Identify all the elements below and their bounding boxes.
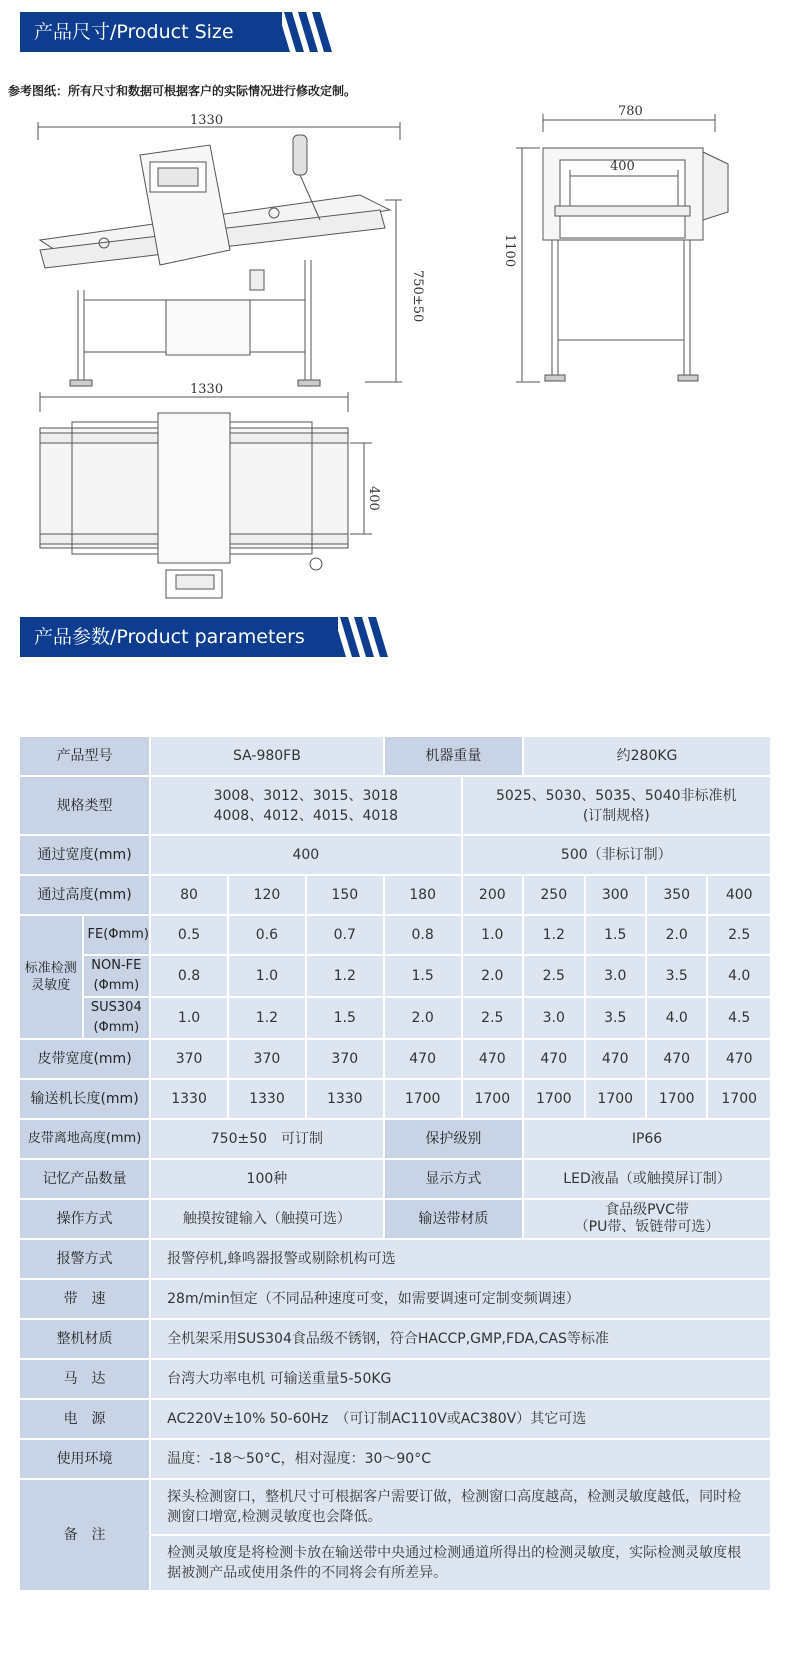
sensitivity-label: 标准检测灵敏度 [19,915,83,1039]
table-cell: 3.5 [646,955,707,997]
table-cell: 1.0 [150,997,228,1039]
remark-label: 备 注 [19,1479,150,1591]
table-row [19,875,771,915]
remark-text-1: 探头检测窗口，整机尺寸可根据客户需要订做，检测窗口高度越高，检测灵敏度越低，同时检测窗口增宽,检测灵敏度也会降低。 [150,1479,771,1535]
table-cell: 1700 [707,1079,771,1119]
belt-height-label: 皮带离地高度(mm) [19,1119,150,1159]
table-row [19,1279,771,1319]
remark-text-2: 检测灵敏度是将检测卡放在输送带中央通过检测通道所得出的检测灵敏度，实际检测灵敏度根据被测产品或使用条件的不同将会有所差异。 [150,1535,771,1591]
technical-drawing [0,100,790,620]
table-cell: 400 [707,875,771,915]
table-row [19,1479,771,1535]
dim-front-height: 750±50 [410,270,425,323]
dim-side-width: 780 [618,104,643,119]
section-title-parameters: 产品参数/Product parameters [20,617,338,657]
pass-width-standard: 400 [150,835,461,875]
spec-standard [150,776,461,835]
banner-stripes-decoration [262,12,342,52]
table-cell: 1.2 [228,997,306,1039]
table-cell: 150 [306,875,384,915]
table-cell: 2.5 [707,915,771,955]
display-label: 显示方式 [384,1159,523,1199]
environment-value: 温度：-18～50°C，相对湿度：30～90°C [150,1439,771,1479]
motor-value: 台湾大功率电机 可输送重量5-50KG [150,1359,771,1399]
pass-width-label: 通过宽度(mm) [19,835,150,875]
top-view-drawing [40,382,381,598]
table-cell: 470 [707,1039,771,1079]
table-cell: 0.8 [150,955,228,997]
table-cell: 1.5 [306,997,384,1039]
table-cell: 0.6 [228,915,306,955]
table-cell: 2.0 [384,997,462,1039]
table-cell: 1700 [585,1079,646,1119]
nonfe-label-line: (Φmm) [93,978,140,993]
belt-material-line: 食品级PVC带 [605,1202,689,1218]
weight-value: 约280KG [523,736,771,776]
alarm-value: 报警停机,蜂鸣器报警或剔除机构可选 [150,1239,771,1279]
table-row [19,1399,771,1439]
banner-stripes-decoration [318,617,398,657]
table-cell: 120 [228,875,306,915]
table-cell: 0.8 [384,915,462,955]
spec-custom-line: (订制规格) [582,807,650,824]
table-cell: 2.0 [646,915,707,955]
table-cell: 1.0 [462,915,523,955]
table-cell: 1.2 [306,955,384,997]
table-cell: 1.5 [585,915,646,955]
pass-height-label: 通过高度(mm) [19,875,150,915]
pass-width-custom: 500（非标订制） [462,835,771,875]
spec-label: 规格类型 [19,776,150,835]
table-row [19,1159,771,1199]
memory-label: 记忆产品数量 [19,1159,150,1199]
table-cell: 0.5 [150,915,228,955]
table-row [19,997,771,1039]
table-row [19,915,771,955]
table-cell: 4.0 [646,997,707,1039]
table-row [19,1079,771,1119]
table-cell: 1700 [523,1079,584,1119]
nonfe-label [83,955,151,997]
table-row [19,1239,771,1279]
model-label: 产品型号 [19,736,150,776]
speed-value: 28m/min恒定（不同品种速度可变，如需要调速可定制变频调速） [150,1279,771,1319]
table-cell: 4.5 [707,997,771,1039]
table-cell: 470 [523,1039,584,1079]
section-title-size: 产品尺寸/Product Size [20,12,282,52]
spec-standard-line: 4008、4012、4015、4018 [213,807,399,824]
table-cell: 1700 [462,1079,523,1119]
table-cell: 250 [523,875,584,915]
table-cell: 3.5 [585,997,646,1039]
belt-material-value [523,1199,771,1239]
operation-value: 触摸按键输入（触摸可选） [150,1199,384,1239]
sus-label-line: (Φmm) [93,1020,140,1035]
environment-label: 使用环境 [19,1439,150,1479]
front-view-drawing [38,113,425,386]
table-row [19,776,771,835]
power-value: AC220V±10% 50-60Hz （可订制AC110V或AC380V）其它可选 [150,1399,771,1439]
table-cell: 2.0 [462,955,523,997]
sus-label-line: SUS304 [90,1000,142,1015]
weight-label: 机器重量 [384,736,523,776]
table-cell: 2.5 [523,955,584,997]
spec-custom-line: 5025、5030、5035、5040非标准机 [496,787,737,804]
table-cell: 370 [150,1039,228,1079]
protection-value: IP66 [523,1119,771,1159]
dim-top-width: 400 [366,486,381,511]
table-row [19,955,771,997]
power-label: 电 源 [19,1399,150,1439]
dim-side-height: 1100 [502,234,517,268]
dim-top-length: 1330 [190,382,224,397]
table-cell: 470 [585,1039,646,1079]
table-cell: 4.0 [707,955,771,997]
protection-label: 保护级别 [384,1119,523,1159]
table-cell: 2.5 [462,997,523,1039]
speed-label: 带 速 [19,1279,150,1319]
belt-material-label: 输送带材质 [384,1199,523,1239]
table-cell: 180 [384,875,462,915]
table-cell: 1.5 [384,955,462,997]
table-cell: 1330 [228,1079,306,1119]
table-cell: 1.2 [523,915,584,955]
spec-standard-line: 3008、3012、3015、3018 [213,787,399,804]
table-cell: 350 [646,875,707,915]
side-view-drawing [502,104,728,382]
dim-front-length: 1330 [190,113,224,128]
table-cell: 80 [150,875,228,915]
table-cell: 1700 [646,1079,707,1119]
table-row [19,1439,771,1479]
material-label: 整机材质 [19,1319,150,1359]
table-cell: 200 [462,875,523,915]
table-cell: 370 [306,1039,384,1079]
fe-label: FE(Φmm) [83,915,151,955]
memory-value: 100种 [150,1159,384,1199]
belt-width-label: 皮带宽度(mm) [19,1039,150,1079]
dim-side-opening: 400 [610,159,635,174]
motor-label: 马 达 [19,1359,150,1399]
table-row [19,1359,771,1399]
table-cell: 1330 [150,1079,228,1119]
table-row [19,736,771,776]
table-row [19,1199,771,1239]
model-value: SA-980FB [150,736,384,776]
alarm-label: 报警方式 [19,1239,150,1279]
material-value: 全机架采用SUS304食品级不锈钢，符合HACCP,GMP,FDA,CAS等标准 [150,1319,771,1359]
table-cell: 0.7 [306,915,384,955]
table-cell: 3.0 [585,955,646,997]
reference-note: 参考图纸：所有尺寸和数据可根据客户的实际情况进行修改定制。 [8,84,357,98]
table-cell: 1.0 [228,955,306,997]
table-cell: 1700 [384,1079,462,1119]
table-cell: 1330 [306,1079,384,1119]
table-cell: 370 [228,1039,306,1079]
sus-label [83,997,151,1039]
conveyor-length-label: 输送机长度(mm) [19,1079,150,1119]
table-cell: 470 [384,1039,462,1079]
table-row [19,1119,771,1159]
table-row [19,835,771,875]
belt-height-value: 750±50 可订制 [150,1119,384,1159]
operation-label: 操作方式 [19,1199,150,1239]
belt-material-line: （PU带、钣链带可选） [574,1219,720,1235]
display-value: LED液晶（或触摸屏订制） [523,1159,771,1199]
spec-custom [462,776,771,835]
table-row [19,1039,771,1079]
table-cell: 3.0 [523,997,584,1039]
parameters-table [18,735,772,1592]
table-cell: 300 [585,875,646,915]
table-cell: 470 [646,1039,707,1079]
nonfe-label-line: NON-FE [91,958,142,973]
table-cell: 470 [462,1039,523,1079]
table-row [19,1319,771,1359]
